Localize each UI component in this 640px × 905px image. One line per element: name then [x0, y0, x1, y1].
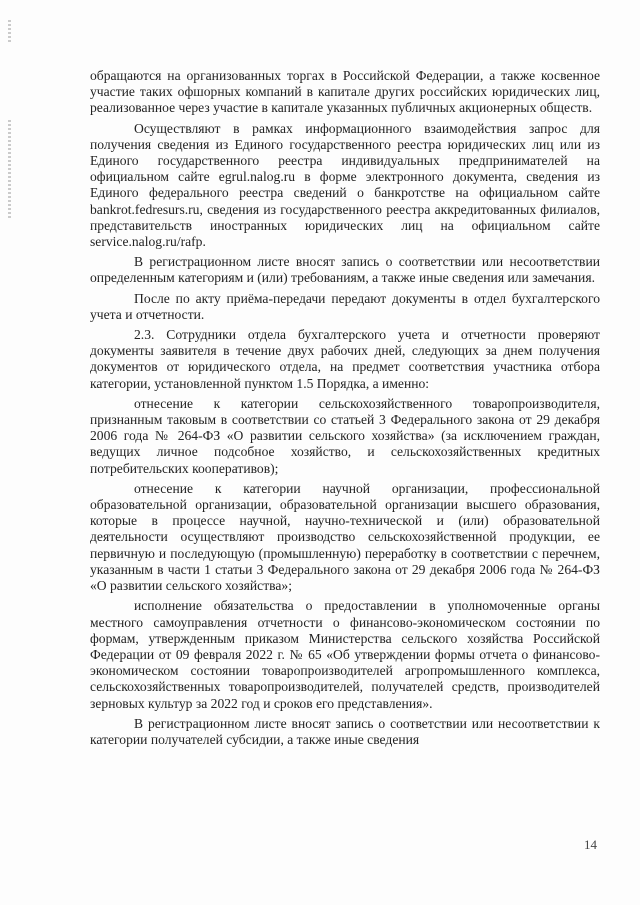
list-item: отнесение к категории научной организации, профессиональной образовательной организации, образовательной организации высшего образования, которые в процессе научной, научно-технической и (или) образовательной деятельности осуществляют производство сельскохозяйственной продукции, ее первичную и последующую (промышленную) переработку в соответствии с перечнем, указанным в части 1 статьи 3 Федерального закона от 29 декабря 2006 года № 264-ФЗ «О развитии сельского хозяйства»; — [90, 480, 600, 594]
paragraph: В регистрационном листе вносят запись о соответствии или несоответствии определенным категориям и (или) требованиям, а также иные сведения или замечания. — [90, 254, 600, 286]
list-item: исполнение обязательства о предоставлении в уполномоченные органы местного самоуправления отчетности о финансово-экономическом состоянии по формам, утвержденным приказом Министерства сельского хозяйства Российской Федерации от 09 февраля 2022 г. № 65 «Об утверждении формы отчета о финансово-экономическом состоянии товаропроизводителей агропромышленного комплекса, сельскохозяйственных товаропроизводителей, получателей средств, производителей зерновых культур за 2022 год и сроков его представления». — [90, 598, 600, 711]
page-number: 14 — [584, 837, 597, 852]
scan-artifact — [8, 20, 11, 42]
paragraph: обращаются на организованных торгах в Российской Федерации, а также косвенное участие таких офшорных компаний в капитале других российских юридических лиц, реализованное через участие в капитале указанных публичных акционерных обществ. — [90, 68, 600, 116]
paragraph: После по акту приёма-передачи передают документы в отдел бухгалтерского учета и отчетности. — [90, 290, 600, 322]
document-body — [90, 68, 600, 748]
list-item: отнесение к категории сельскохозяйственного товаропроизводителя, признанным таковым в соответствии со статьей 3 Федерального закона от 29 декабря 2006 года № 264-ФЗ «О развитии сельского хозяйства» (за исключением граждан, ведущих личное подсобное хозяйство, и сельскохозяйственных кредитных потребительских кооперативов); — [90, 395, 600, 476]
paragraph: Осуществляют в рамках информационного взаимодействия запрос для получения сведения из Единого государственного реестра юридических лиц или из Единого государственного реестра индивидуальных предпринимателей на официальном сайте egrul.nalog.ru в форме электронного документа, сведения из Единого федерального реестра сведений о банкротстве на официальном сайте bankrot.fedresurs.ru, сведения из государственного реестра аккредитованных филиалов, представительств иностранных юридических лиц на официальном сайте service.nalog.ru/rafp. — [90, 120, 600, 250]
paragraph: 2.3. Сотрудники отдела бухгалтерского учета и отчетности проверяют документы заявителя в течение двух рабочих дней, следующих за днем получения документов от юридического отдела, на предмет соответствия участника отбора категории, установленной пунктом 1.5 Порядка, а именно: — [90, 327, 600, 391]
scan-artifact — [8, 120, 11, 220]
paragraph: В регистрационном листе вносят запись о соответствии или несоответствии к категории получателей субсидии, а также иные сведения — [90, 715, 600, 747]
